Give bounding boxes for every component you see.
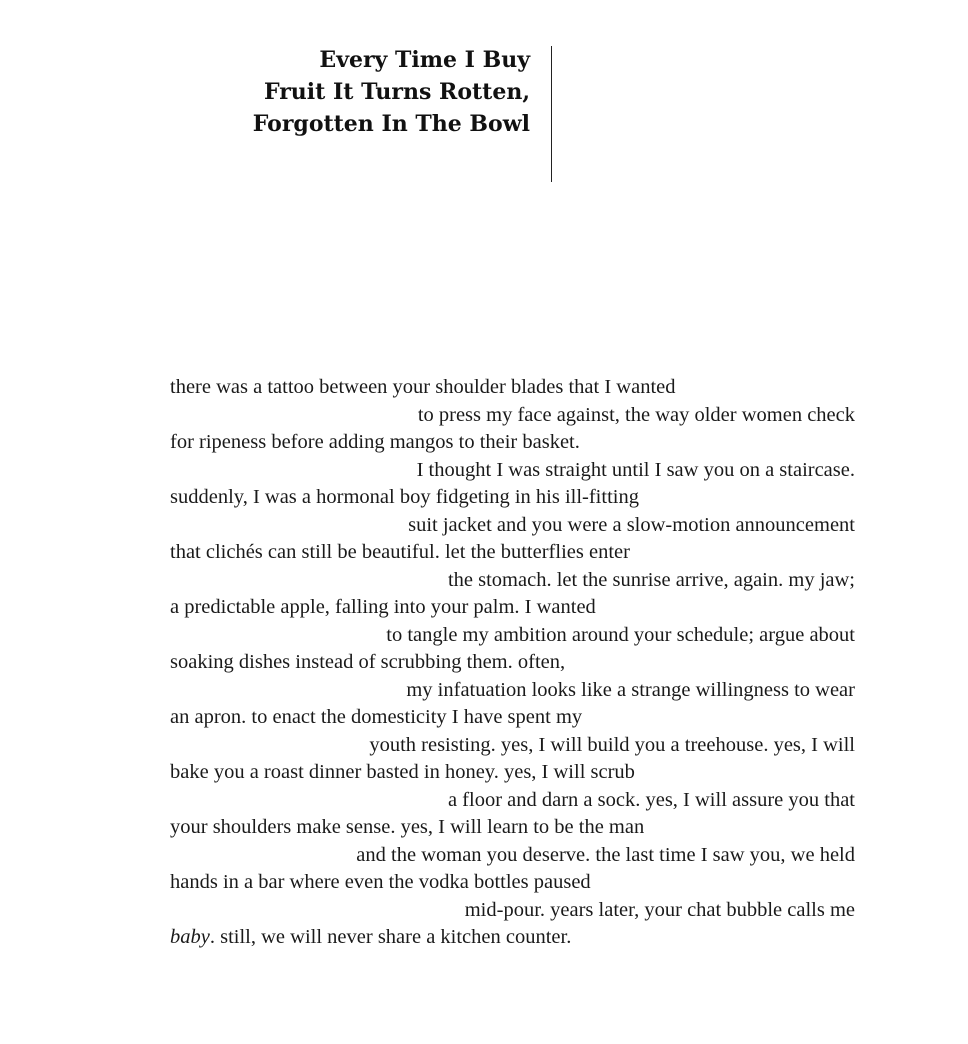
poem-italic-word: baby [170, 926, 210, 948]
poem-line: I thought I was straight until I saw you on a staircase. [416, 458, 855, 481]
poem-line-last [0, 924, 968, 952]
poem-line: bake you a roast dinner basted in honey. yes, I will scrub [170, 761, 635, 783]
poem-line: suddenly, I was a hormonal boy fidgeting in his ill-fitting [170, 486, 639, 508]
poem-line: the stomach. let the sunrise arrive, again. my jaw; [447, 568, 855, 591]
poem-line: there was a tattoo between your shoulder blades that I wanted [170, 376, 676, 398]
poem-line: a floor and darn a sock. yes, I will assure you that [447, 788, 855, 811]
poem-line: an apron. to enact the domesticity I have spent my [170, 706, 583, 728]
poem-title [180, 44, 530, 140]
poem-line: soaking dishes instead of scrubbing them. often, [170, 651, 566, 673]
poem-line: to tangle my ambition around your schedule; argue about [386, 623, 855, 646]
title-line-3: Forgotten In The Bowl [252, 111, 530, 137]
poem-line: mid-pour. years later, your chat bubble calls me [464, 898, 855, 921]
poem-line: my infatuation looks like a strange willingness to wear [406, 678, 855, 701]
poem-line: and the woman you deserve. the last time I saw you, we held [356, 843, 855, 866]
title-line-2: Fruit It Turns Rotten, [263, 79, 530, 105]
title-divider [551, 46, 552, 182]
poem-line: youth resisting. yes, I will build you a treehouse. yes, I will [369, 733, 855, 756]
poem-line: for ripeness before adding mangos to their basket. [170, 431, 580, 453]
poem-line: your shoulders make sense. yes, I will learn to be the man [170, 816, 645, 838]
poem-line: suit jacket and you were a slow-motion announcement [408, 513, 855, 536]
poem-body [0, 374, 968, 952]
poem-line: hands in a bar where even the vodka bottles paused [170, 871, 591, 893]
poem-last-line-rest: . still, we will never share a kitchen counter. [209, 926, 572, 948]
title-line-1: Every Time I Buy [319, 47, 530, 73]
poem-line: a predictable apple, falling into your palm. I wanted [170, 596, 596, 618]
poem-line: that clichés can still be beautiful. let the butterflies enter [170, 541, 630, 563]
poem-line: to press my face against, the way older women check [417, 403, 855, 426]
